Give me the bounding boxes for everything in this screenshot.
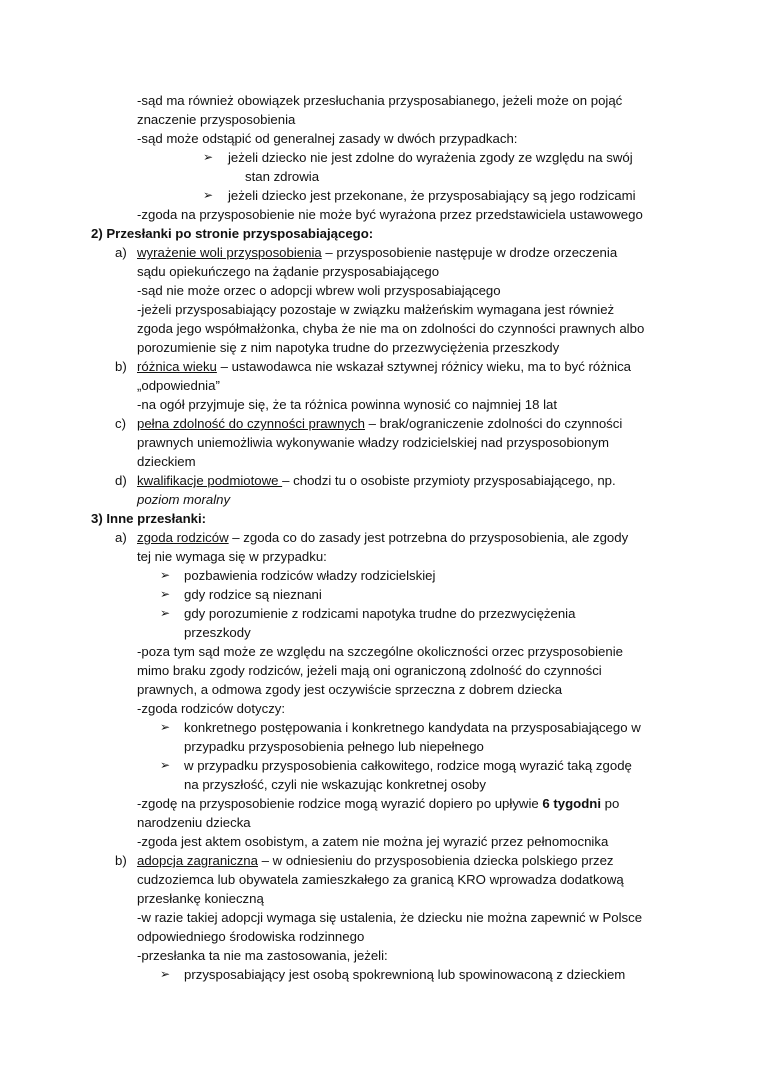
text-line — [137, 851, 614, 870]
term: adopcja zagraniczna — [137, 853, 258, 868]
emphasis: 6 tygodni — [542, 796, 601, 811]
section-heading: 2) Przesłanki po stronie przysposabiającego: — [91, 226, 374, 241]
text-line: znaczenie przysposobienia — [137, 112, 296, 127]
list-marker: b) — [115, 359, 127, 374]
text-line: prawnych uniemożliwia wykonywanie władzy rodzicielskiej nad przysposobionym — [137, 435, 610, 450]
arrow-bullet-icon: ➢ — [160, 720, 171, 734]
text-line: -zgoda na przysposobienie nie może być wyrażona przez przedstawiciela ustawowego — [137, 207, 643, 222]
text-line — [137, 243, 617, 262]
text-span: – przysposobienie następuje w drodze orzeczenia — [321, 245, 618, 260]
text-line: -zgoda rodziców dotyczy: — [137, 701, 286, 716]
text-line: przysposabiający jest osobą spokrewnioną lub spowinowaconą z dzieckiem — [184, 967, 626, 982]
term: kwalifikacje podmiotowe — [137, 473, 283, 488]
term: pełna zdolność do czynności prawnych — [137, 416, 365, 431]
list-marker: b) — [115, 853, 127, 868]
text-line: jeżeli dziecko jest przekonane, że przysposabiający są jego rodzicami — [228, 188, 636, 203]
text-line: -przesłanka ta nie ma zastosowania, jeżeli: — [137, 948, 388, 963]
arrow-bullet-icon: ➢ — [160, 758, 171, 772]
text-line: cudzoziemca lub obywatela zamieszkałego za granicą KRO wprowadza dodatkową — [137, 872, 624, 887]
term: zgoda rodziców — [137, 530, 229, 545]
text-line: konkretnego postępowania i konkretnego kandydata na przysposabiającego w — [184, 720, 641, 735]
text-line: gdy porozumienie z rodzicami napotyka trudne do przezwyciężenia — [184, 606, 576, 621]
text-line: na przyszłość, czyli nie wskazując konkretnej osoby — [184, 777, 486, 792]
text-line — [137, 357, 631, 376]
text-span: – w odniesieniu do przysposobienia dziecka polskiego przez — [257, 853, 614, 868]
text-line: przeszkody — [184, 625, 251, 640]
section-heading: 3) Inne przesłanki: — [91, 511, 207, 526]
text-line: przesłankę konieczną — [137, 891, 264, 906]
text-line: w przypadku przysposobienia całkowitego, rodzice mogą wyrazić taką zgodę — [184, 758, 632, 773]
text-line: gdy rodzice są nieznani — [184, 587, 322, 602]
arrow-bullet-icon: ➢ — [160, 587, 171, 601]
term: wyrażenie woli przysposobienia — [137, 245, 322, 260]
text-line: -sąd może odstąpić od generalnej zasady w dwóch przypadkach: — [137, 131, 518, 146]
text-line: stan zdrowia — [245, 169, 320, 184]
list-marker: a) — [115, 245, 127, 260]
arrow-bullet-icon: ➢ — [203, 150, 214, 164]
list-marker: c) — [115, 416, 126, 431]
text-line: dzieckiem — [137, 454, 196, 469]
text-line: -zgoda jest aktem osobistym, a zatem nie można jej wyrazić przez pełnomocnika — [137, 834, 609, 849]
text-line: jeżeli dziecko nie jest zdolne do wyrażenia zgody ze względu na swój — [228, 150, 633, 165]
text-line: -na ogół przyjmuje się, że ta różnica powinna wynosić co najmniej 18 lat — [137, 397, 558, 412]
text-line: narodzeniu dziecka — [137, 815, 251, 830]
text-line — [137, 794, 619, 813]
text-line — [137, 414, 622, 433]
text-span: – brak/ograniczenie zdolności do czynności — [364, 416, 623, 431]
text-line: „odpowiednia” — [137, 378, 220, 393]
text-line: -jeżeli przysposabiający pozostaje w związku małżeńskim wymagana jest również — [137, 302, 615, 317]
text-span: – chodzi tu o osobiste przymioty przysposabiającego, np. — [282, 473, 616, 488]
list-marker: a) — [115, 530, 127, 545]
arrow-bullet-icon: ➢ — [160, 967, 171, 981]
text-line: -w razie takiej adopcji wymaga się ustalenia, że dziecku nie można zapewnić w Polsce — [137, 910, 643, 925]
arrow-bullet-icon: ➢ — [203, 188, 214, 202]
term: różnica wieku — [137, 359, 217, 374]
text-line: sądu opiekuńczego na żądanie przysposabiającego — [137, 264, 440, 279]
text-line: -sąd ma również obowiązek przesłuchania przysposabianego, jeżeli może on pojąć — [137, 93, 623, 108]
text-span: -zgodę na przysposobienie rodzice mogą wyrazić dopiero po upływie — [137, 796, 543, 811]
text-line: przypadku przysposobienia pełnego lub niepełnego — [184, 739, 484, 754]
arrow-bullet-icon: ➢ — [160, 606, 171, 620]
list-marker: d) — [115, 473, 127, 488]
text-line: mimo braku zgody rodziców, jeżeli mają oni ograniczoną zdolność do czynności — [137, 663, 602, 678]
text-line: pozbawienia rodziców władzy rodzicielskiej — [184, 568, 436, 583]
text-line: tej nie wymaga się w przypadku: — [137, 549, 327, 564]
text-line: -poza tym sąd może ze względu na szczególne okoliczności orzec przysposobienie — [137, 644, 623, 659]
arrow-bullet-icon: ➢ — [160, 568, 171, 582]
text-line: odpowiedniego środowiska rodzinnego — [137, 929, 365, 944]
text-span: po — [601, 796, 620, 811]
text-line — [137, 528, 628, 547]
text-line: porozumienie się z nim napotyka trudne do przezwyciężenia przeszkody — [137, 340, 560, 355]
text-span: – zgoda co do zasady jest potrzebna do przysposobienia, ale zgody — [228, 530, 629, 545]
text-line — [137, 471, 616, 490]
text-line: -sąd nie może orzec o adopcji wbrew woli przysposabiającego — [137, 283, 501, 298]
text-span: – ustawodawca nie wskazał sztywnej różnicy wieku, ma to być różnica — [216, 359, 632, 374]
text-line: poziom moralny — [137, 492, 231, 507]
text-line: prawnych, a odmowa zgody jest oczywiście sprzeczna z dobrem dziecka — [137, 682, 563, 697]
text-line: zgoda jego współmałżonka, chyba że nie ma on zdolności do czynności prawnych albo — [137, 321, 645, 336]
